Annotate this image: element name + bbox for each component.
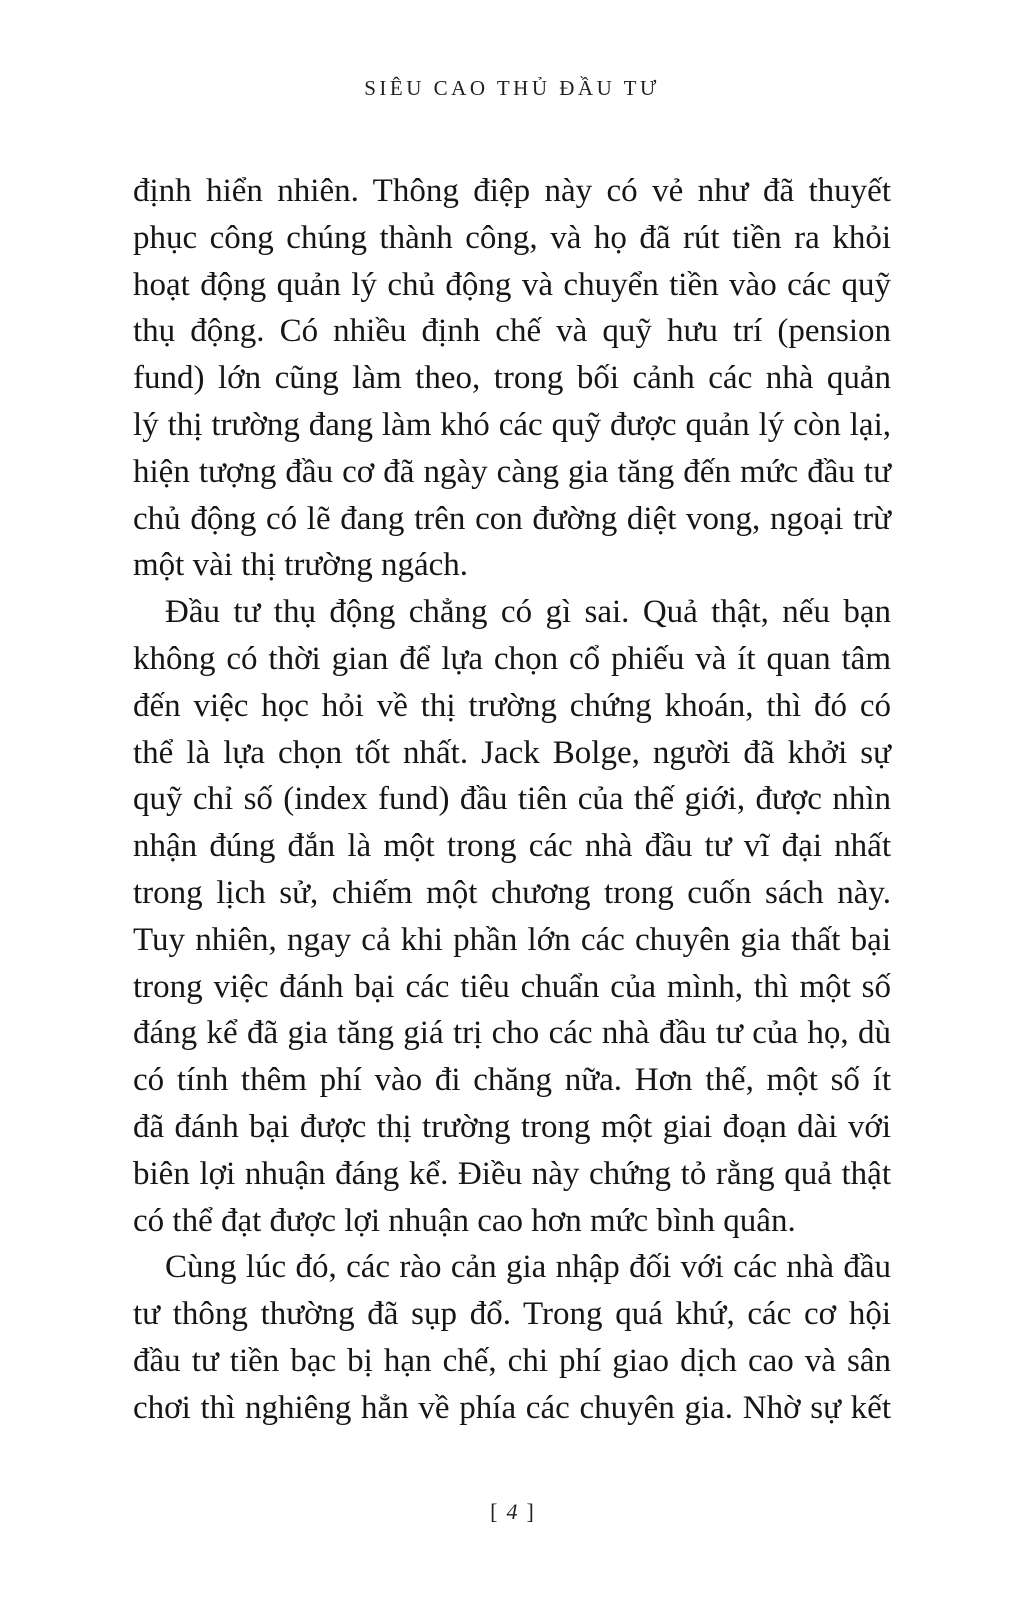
page-number-bracket-right: ] [526, 1499, 534, 1524]
text-line: định hiển nhiên. Thông điệp này có vẻ như đã thuyết [133, 173, 891, 209]
text-line: không có thời gian để lựa chọn cổ phiếu và ít quan tâm [133, 640, 891, 677]
text-line: đến việc học hỏi về thị trường chứng khoán, thì đó có [133, 687, 891, 724]
text-line: có tính thêm phí vào đi chăng nữa. Hơn thế, một số ít [133, 1062, 891, 1099]
text-line: đầu tư tiền bạc bị hạn chế, chi phí giao dịch cao và sân [133, 1342, 891, 1379]
page-number-bracket-left: [ [490, 1499, 498, 1524]
text-line: có thể đạt được lợi nhuận cao hơn mức bình quân. [133, 1202, 796, 1239]
body-text [133, 168, 891, 1432]
paragraph-3 [133, 1244, 891, 1431]
text-line: thụ động. Có nhiều định chế và quỹ hưu trí (pension [133, 313, 891, 350]
page-number-value: 4 [506, 1499, 518, 1524]
text-line: Tuy nhiên, ngay cả khi phần lớn các chuyên gia thất bại [133, 921, 891, 958]
text-line: lý thị trường đang làm khó các quỹ được quản lý còn lại, [133, 406, 891, 443]
text-line: thể là lựa chọn tốt nhất. Jack Bolge, người đã khởi sự [133, 734, 891, 771]
text-line: đã đánh bại được thị trường trong một giai đoạn dài với [133, 1108, 891, 1145]
text-line: trong việc đánh bại các tiêu chuẩn của mình, thì một số [133, 968, 891, 1005]
text-line: một vài thị trường ngách. [133, 547, 469, 584]
page-number [0, 1499, 1024, 1525]
text-line: nhận đúng đắn là một trong các nhà đầu tư vĩ đại nhất [133, 828, 891, 865]
paragraph-2 [133, 589, 891, 1244]
text-line: Cùng lúc đó, các rào cản gia nhập đối với các nhà đầu [165, 1249, 891, 1286]
paragraph-1 [133, 168, 891, 589]
text-line: hoạt động quản lý chủ động và chuyển tiền vào các quỹ [133, 266, 891, 303]
text-line: Đầu tư thụ động chẳng có gì sai. Quả thật, nếu bạn [165, 594, 891, 631]
text-line: phục công chúng thành công, và họ đã rút tiền ra khỏi [133, 219, 891, 256]
text-line: hiện tượng đầu cơ đã ngày càng gia tăng đến mức đầu tư [133, 453, 891, 490]
text-line: chơi thì nghiêng hẳn về phía các chuyên gia. Nhờ sự kết [133, 1389, 891, 1426]
text-line: tư thông thường đã sụp đổ. Trong quá khứ, các cơ hội [133, 1296, 891, 1333]
text-line: biên lợi nhuận đáng kể. Điều này chứng tỏ rằng quả thật [133, 1155, 891, 1192]
text-line: trong lịch sử, chiếm một chương trong cuốn sách này. [133, 874, 891, 911]
text-line: chủ động có lẽ đang trên con đường diệt vong, ngoại trừ [133, 500, 891, 537]
text-line: quỹ chỉ số (index fund) đầu tiên của thế giới, được nhìn [133, 781, 891, 818]
text-line: đáng kể đã gia tăng giá trị cho các nhà đầu tư của họ, dù [133, 1015, 891, 1052]
running-head-title: SIÊU CAO THỦ ĐẦU TƯ [364, 76, 660, 100]
text-line: fund) lớn cũng làm theo, trong bối cảnh các nhà quản [133, 360, 891, 397]
